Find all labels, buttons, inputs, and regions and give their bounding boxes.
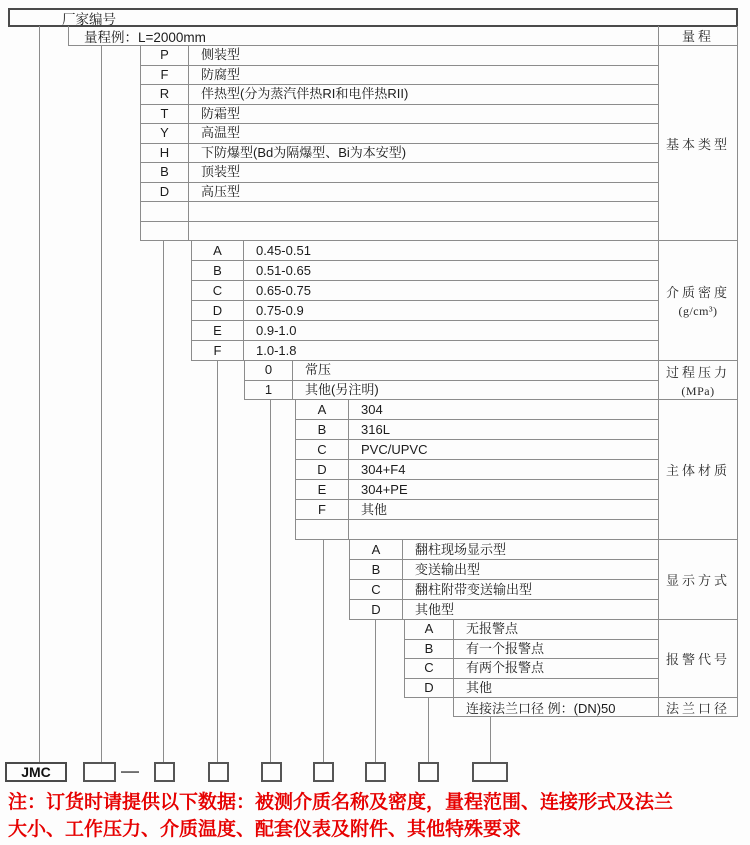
basic-type-row xyxy=(141,66,658,86)
code-cell: 1 xyxy=(245,381,293,400)
model-field-box xyxy=(418,762,439,782)
body-material-row xyxy=(296,400,658,420)
code-cell: D xyxy=(296,460,349,479)
connector-line xyxy=(217,361,218,763)
flange-text: 连接法兰口径 例：(DN)50 xyxy=(466,700,616,716)
code-cell: C xyxy=(405,659,454,678)
body-material-row xyxy=(296,440,658,460)
alarm-code-row xyxy=(405,679,658,699)
code-cell: D xyxy=(141,183,189,202)
code-cell: E xyxy=(192,321,244,340)
basic-type-row xyxy=(141,222,658,242)
connector-line xyxy=(101,46,102,763)
description-cell: 有两个报警点 xyxy=(466,660,545,675)
category-label-process-pressure xyxy=(658,361,738,400)
description-cell: 防霜型 xyxy=(201,105,241,121)
section-basic-type xyxy=(140,46,658,241)
flange-row xyxy=(453,698,658,717)
description-cell: 高温型 xyxy=(201,125,241,140)
model-field-box xyxy=(313,762,334,782)
model-prefix-label: JMC xyxy=(21,764,51,780)
display-mode-row xyxy=(350,600,658,620)
section-body-material xyxy=(295,400,658,540)
connector-line xyxy=(428,698,429,763)
description-cell: 翻柱附带变送输出型 xyxy=(415,582,533,597)
alarm-code-row xyxy=(405,640,658,660)
code-cell: H xyxy=(141,144,189,163)
code-cell: A xyxy=(350,540,403,559)
category-label-alarm-code xyxy=(658,620,738,698)
category-label-medium-density xyxy=(658,241,738,361)
section-medium-density xyxy=(191,241,658,361)
model-prefix-box xyxy=(5,762,67,782)
code-cell: P xyxy=(141,46,189,65)
description-cell: 304+PE xyxy=(361,482,408,497)
note-line-1: 注：订货时请提供以下数据：被测介质名称及密度，量程范围、连接形式及法兰 xyxy=(8,792,674,813)
code-cell: A xyxy=(296,400,349,419)
model-field-box xyxy=(365,762,386,782)
display-mode-row xyxy=(350,560,658,580)
code-cell: B xyxy=(296,420,349,439)
code-cell xyxy=(141,222,189,241)
body-material-row xyxy=(296,420,658,440)
model-separator-dash: — xyxy=(121,761,139,781)
description-cell: 伴热型(分为蒸汽伴热RI和电伴热RII) xyxy=(201,86,409,101)
code-cell: C xyxy=(296,440,349,459)
alarm-code-row xyxy=(405,659,658,679)
body-material-row xyxy=(296,500,658,520)
category-label-flange xyxy=(658,698,738,717)
description-cell: 0.51-0.65 xyxy=(256,263,311,278)
display-mode-row xyxy=(350,540,658,560)
description-cell: 顶装型 xyxy=(201,164,241,179)
description-cell: 0.45-0.51 xyxy=(256,243,311,258)
process-pressure-row xyxy=(245,361,658,381)
description-cell xyxy=(189,202,658,221)
process-pressure-row xyxy=(245,381,658,401)
description-cell: 下防爆型(Bd为隔爆型、Bi为本安型) xyxy=(201,144,407,160)
category-label-body-material xyxy=(658,400,738,540)
description-cell: PVC/UPVC xyxy=(361,442,428,457)
description-cell: 翻柱现场显示型 xyxy=(415,542,507,557)
basic-type-row xyxy=(141,124,658,144)
code-cell: D xyxy=(405,679,454,698)
model-field-box xyxy=(154,762,175,782)
description-cell: 其他(另注明) xyxy=(305,381,379,397)
order-note xyxy=(8,789,748,843)
category-label-scope xyxy=(658,26,738,46)
basic-type-row xyxy=(141,85,658,105)
description-cell: 无报警点 xyxy=(466,621,519,636)
description-cell: 304+F4 xyxy=(361,462,406,477)
connector-line xyxy=(490,717,491,763)
basic-type-row xyxy=(141,46,658,66)
category-label-display-mode xyxy=(658,540,738,620)
description-cell: 0.75-0.9 xyxy=(256,303,304,318)
connector-line xyxy=(375,620,376,763)
medium-density-row xyxy=(192,321,658,341)
category-label-basic-type xyxy=(658,46,738,241)
connector-line xyxy=(323,540,324,763)
category-label-text: 基本类型 xyxy=(665,136,730,152)
code-cell: Y xyxy=(141,124,189,143)
body-material-row xyxy=(296,460,658,480)
category-label-text: 主体材质 xyxy=(665,463,730,478)
category-label-text: (g/cm³) xyxy=(678,304,718,318)
code-cell: T xyxy=(141,105,189,124)
category-label-text: 显示方式 xyxy=(665,573,730,588)
code-cell xyxy=(296,520,349,539)
code-cell: A xyxy=(192,241,244,260)
code-cell: B xyxy=(141,163,189,182)
code-cell xyxy=(141,202,189,221)
code-cell: F xyxy=(141,66,189,85)
connector-line xyxy=(270,400,271,763)
code-cell: F xyxy=(296,500,349,519)
code-cell: D xyxy=(192,301,244,320)
scope-example-text: 量程例：L=2000mm xyxy=(84,29,206,45)
code-cell: A xyxy=(405,620,454,639)
factory-code-header xyxy=(8,8,738,27)
basic-type-row xyxy=(141,105,658,125)
section-process-pressure xyxy=(244,361,658,400)
description-cell: 有一个报警点 xyxy=(466,640,545,656)
medium-density-row xyxy=(192,281,658,301)
code-cell: C xyxy=(350,580,403,599)
description-cell xyxy=(189,222,658,241)
code-cell: 0 xyxy=(245,361,293,380)
medium-density-row xyxy=(192,241,658,261)
description-cell: 其他 xyxy=(466,679,493,695)
model-field-box xyxy=(472,762,508,782)
model-field-box xyxy=(208,762,229,782)
description-cell: 0.9-1.0 xyxy=(256,323,297,338)
basic-type-row xyxy=(141,144,658,164)
medium-density-row xyxy=(192,341,658,361)
category-label-text: 量程 xyxy=(681,29,714,44)
factory-code-label: 厂家编号 xyxy=(62,11,116,27)
description-cell xyxy=(349,520,658,539)
description-cell: 高压型 xyxy=(201,183,241,199)
alarm-code-row xyxy=(405,620,658,640)
description-cell: 1.0-1.8 xyxy=(256,343,297,358)
description-cell: 其他 xyxy=(361,502,388,517)
basic-type-row xyxy=(141,202,658,222)
code-cell: F xyxy=(192,341,244,360)
code-cell: C xyxy=(192,281,244,300)
code-cell: B xyxy=(350,560,403,579)
description-cell: 304 xyxy=(361,402,383,417)
code-cell: B xyxy=(405,640,454,659)
basic-type-row xyxy=(141,163,658,183)
code-cell: E xyxy=(296,480,349,499)
body-material-row xyxy=(296,480,658,500)
category-label-text: (MPa) xyxy=(681,383,715,398)
category-label-text: 介质密度 xyxy=(665,285,730,300)
description-cell: 0.65-0.75 xyxy=(256,283,311,298)
category-label-text: 过程压力 xyxy=(665,364,730,380)
medium-density-row xyxy=(192,301,658,321)
description-cell: 防腐型 xyxy=(201,66,241,82)
code-cell: B xyxy=(192,261,244,280)
description-cell: 常压 xyxy=(305,362,332,377)
description-cell: 变送输出型 xyxy=(415,562,481,577)
code-cell: D xyxy=(350,600,403,619)
note-line-2: 大小、工作压力、介质温度、配套仪表及附件、其他特殊要求 xyxy=(8,819,522,840)
medium-density-row xyxy=(192,261,658,281)
model-field-box xyxy=(261,762,282,782)
description-cell: 316L xyxy=(361,422,390,437)
description-cell: 其他型 xyxy=(415,602,455,617)
display-mode-row xyxy=(350,580,658,600)
model-field-box xyxy=(83,762,116,782)
scope-row xyxy=(68,26,658,46)
category-label-text: 报警代号 xyxy=(665,652,730,667)
code-cell: R xyxy=(141,85,189,104)
basic-type-row xyxy=(141,183,658,203)
section-display-mode xyxy=(349,540,658,620)
connector-line xyxy=(163,241,164,763)
connector-line xyxy=(39,26,40,763)
description-cell: 侧装型 xyxy=(201,47,241,62)
section-alarm-code xyxy=(404,620,658,698)
body-material-row xyxy=(296,520,658,540)
category-label-text: 法兰口径 xyxy=(665,700,730,716)
